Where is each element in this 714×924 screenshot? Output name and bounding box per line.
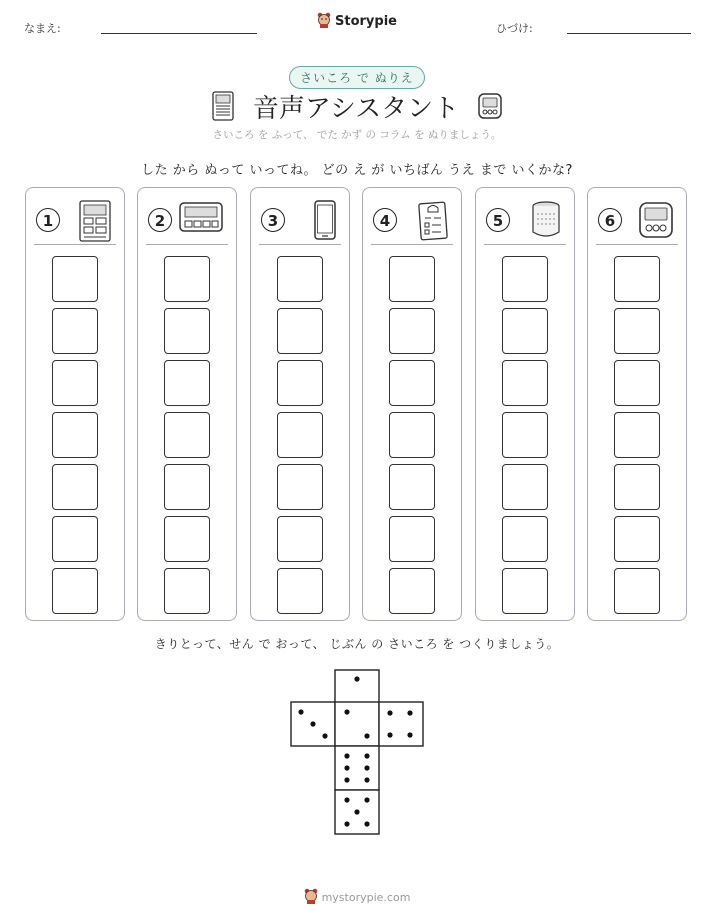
category-badge: さいころ で ぬりえ: [289, 66, 425, 89]
color-box[interactable]: [277, 412, 323, 458]
color-box[interactable]: [389, 360, 435, 406]
bear-logo-icon: [304, 888, 318, 907]
color-box[interactable]: [277, 256, 323, 302]
color-box[interactable]: [614, 568, 660, 614]
column-2: [137, 187, 237, 621]
column-header: [34, 200, 116, 245]
column-number: 2: [148, 208, 172, 232]
color-box[interactable]: [614, 360, 660, 406]
column-number: 3: [261, 208, 285, 232]
column-6: [587, 187, 687, 621]
color-box[interactable]: [52, 308, 98, 354]
column-header: [259, 200, 341, 245]
column-number: 1: [36, 208, 60, 232]
color-box[interactable]: [164, 256, 210, 302]
pager-device-icon: [178, 200, 224, 238]
name-label: なまえ:: [24, 22, 61, 35]
instruction: した から ぬって いってね。 どの え が いちばん うえ まで いくかな?: [141, 163, 573, 178]
color-box[interactable]: [52, 568, 98, 614]
smartphone-icon: [313, 200, 337, 244]
kiosk-device-icon: [211, 91, 235, 128]
color-box[interactable]: [52, 256, 98, 302]
color-box[interactable]: [502, 412, 548, 458]
color-box[interactable]: [502, 256, 548, 302]
name-line[interactable]: [101, 33, 257, 34]
color-box[interactable]: [614, 516, 660, 562]
color-box[interactable]: [277, 516, 323, 562]
column-number: 5: [486, 208, 510, 232]
column-number: 4: [373, 208, 397, 232]
color-box[interactable]: [164, 360, 210, 406]
color-box[interactable]: [614, 464, 660, 510]
bear-logo-icon: [317, 12, 331, 32]
date-line[interactable]: [567, 33, 691, 34]
color-box[interactable]: [389, 568, 435, 614]
color-box[interactable]: [502, 464, 548, 510]
recipe-display-icon: [417, 200, 449, 246]
color-box[interactable]: [277, 568, 323, 614]
kiosk-device-icon: [78, 200, 112, 246]
color-box[interactable]: [614, 256, 660, 302]
cutout-instruction: きりとって、せん で おって、 じぶん の さいころ を つくりましょう。: [154, 637, 560, 651]
color-box[interactable]: [164, 568, 210, 614]
color-box[interactable]: [164, 412, 210, 458]
timer-device-icon: [638, 200, 674, 244]
brand-name: Storypie: [335, 14, 397, 29]
color-box[interactable]: [389, 256, 435, 302]
color-box[interactable]: [614, 412, 660, 458]
color-box[interactable]: [389, 516, 435, 562]
color-box[interactable]: [502, 568, 548, 614]
color-box[interactable]: [614, 308, 660, 354]
color-box[interactable]: [277, 308, 323, 354]
color-box[interactable]: [277, 464, 323, 510]
page-title: 音声アシスタント: [252, 94, 460, 124]
color-box[interactable]: [52, 412, 98, 458]
date-label: ひづけ:: [496, 22, 533, 35]
column-4: [362, 187, 462, 621]
color-box[interactable]: [164, 516, 210, 562]
color-box[interactable]: [502, 516, 548, 562]
dice-net: [290, 669, 426, 837]
color-box[interactable]: [52, 464, 98, 510]
color-box[interactable]: [389, 412, 435, 458]
column-header: [596, 200, 678, 245]
column-header: [146, 200, 228, 245]
color-box[interactable]: [164, 308, 210, 354]
badge-wrap: [0, 66, 714, 89]
smart-speaker-icon: [530, 200, 562, 244]
color-box[interactable]: [389, 464, 435, 510]
color-box[interactable]: [277, 360, 323, 406]
color-box[interactable]: [502, 360, 548, 406]
color-box[interactable]: [164, 464, 210, 510]
column-header: [371, 200, 453, 245]
color-box[interactable]: [52, 516, 98, 562]
footer: [0, 888, 714, 907]
footer-url: mystorypie.com: [321, 891, 411, 904]
color-box[interactable]: [389, 308, 435, 354]
subtitle: さいころ を ふって、 でた かず の コラム を ぬりましょう。: [212, 129, 502, 141]
column-5: [475, 187, 575, 621]
column-3: [250, 187, 350, 621]
color-box[interactable]: [502, 308, 548, 354]
brand-logo: [0, 12, 714, 32]
page-title-row: [0, 88, 714, 128]
column-header: [484, 200, 566, 245]
color-box[interactable]: [52, 360, 98, 406]
column-number: 6: [598, 208, 622, 232]
column-1: [25, 187, 125, 621]
timer-device-icon: [477, 92, 503, 127]
